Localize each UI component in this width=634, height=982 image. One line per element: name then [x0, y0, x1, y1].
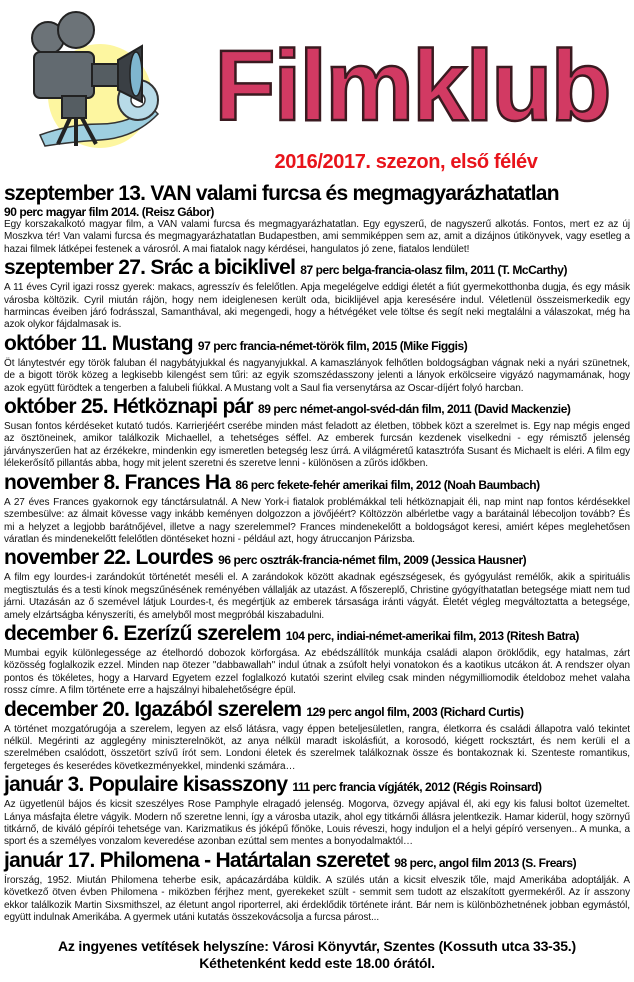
film-entry — [4, 395, 630, 471]
film-heading — [4, 698, 630, 724]
film-entry — [4, 546, 630, 622]
film-description: Az ügyetlenül bájos és kicsit szeszélyes Rose Pamphyle elragadó jelenség. Mogorva, özvegy apjával él, aki egy kis falusi boltot üzemeltet. Lánya másfajta életre vágyik. Modern nő szeretne lenni, így a városba utazik, ahol egy titkárnői állásra jelentkezik. Hamar kiderül, hogy szörnyű titkárnő, de kiváló gépírói tehetsége van. Karizmatikus és jóképű főnöke, Louis réveszi, hogy induljon el a helyi gépíró versenyen.. A munka, a sport és a személyes vonzalom keveredése azonban ezúttal sem mentes a bonyodalmaktól… — [4, 799, 630, 848]
film-description: A történet mozgatórugója a szerelem, legyen az első látásra, vagy éppen beteljesületlen, rangra, életkorra és családi állapotra való tekintet nélkül. Megérinti az agglegény miniszterelnököt, az anya nélkül maradt iskolásfiút, a korosodó, kiégett rocksztárt, és nem kerüli el a szerelmében csalódott, összetört szívű írót sem. Londoni életek és szerelmek találkoznak össze és bontakoznak ki. Szenteste romantikus, fergeteges és keserédes következményekkel, mindenki számára… — [4, 723, 630, 772]
venue-info — [0, 938, 634, 982]
film-heading — [4, 849, 630, 875]
film-heading — [4, 546, 630, 572]
film-description: Mumbai egyik különlegessége az ételhordó dobozok körforgása. Az ebédszállítók munkája családi alapon öröklődik, egy hatalmas, zárt közösség foglalkozik ezzel. Minden nap ötezer "dabbawallah" indul útnak a zsúfolt helyi vonatokon és a kaotikus utcákon át. A rendszer olyan pontos és tökéletes, hogy a Harvard Egyetem ezzel foglalkozó kutatói szerint elvileg csak minden négymilliomodik ételdoboz mehet valaha rossz címre. A film története erre a hajszálnyi hibalehetőségre épül. — [4, 647, 630, 697]
film-entry — [4, 773, 630, 849]
schedule-line: Kéthetenként kedd este 18.00 órától. — [199, 955, 435, 972]
film-title: december 20. Igazából szerelem — [4, 697, 302, 721]
film-meta: 97 perc francia-német-török film, 2015 (Mike Figgis) — [197, 338, 468, 353]
film-list — [4, 182, 630, 924]
film-title: szeptember 13. VAN valami furcsa és megmagyarázhatatlan — [4, 182, 559, 205]
film-title: november 8. Frances Ha — [4, 470, 231, 494]
film-meta: 89 perc német-angol-svéd-dán film, 2011 (David Mackenzie) — [258, 402, 571, 417]
film-title: november 22. Lourdes — [4, 546, 214, 570]
movie-camera-icon — [32, 12, 158, 148]
film-meta: 96 perc osztrák-francia-német film, 2009 (Jessica Hausner) — [218, 553, 527, 568]
film-entry — [4, 182, 630, 256]
film-meta: 98 perc, angol film 2013 (S. Frears) — [394, 855, 577, 870]
film-description: A 27 éves Frances gyakornok egy tánctársulatnál. A New York-i fiatalok problémákkal teli hétköznapjait éli, nap mint nap fontos kérdésekkel szembesülve: az álmait kövesse vagy inkább keményen dolgozzon a jövőjéért? Költözzön albérletbe vagy a barátainál lébecoljon tovább? És mi a helyzet a legjobb barátnőjével, illetve a nagy szerelemmel? Frances mindenekelőtt a boldogságot keresi, amiért képes meglehetősen váratlan és mindenekelőtt felelőtlen döntéseket hozni - például azt, hogy átruccanjon Párizsba. — [4, 496, 630, 545]
film-title: január 17. Philomena - Határtalan szeretet — [4, 848, 390, 872]
film-heading — [4, 471, 630, 497]
film-entry — [4, 332, 630, 395]
film-meta: 104 perc, indiai-német-amerikai film, 2013 (Ritesh Batra) — [285, 628, 579, 643]
film-heading — [4, 182, 630, 205]
film-meta: 87 perc belga-francia-olasz film, 2011 (T. McCarthy) — [300, 263, 567, 278]
film-description: Írország, 1952. Miután Philomena teherbe esik, apácazárdába küldik. A szülés után a kicsit elveszik tőle, majd Amerikába adoptálják. A következő ötven évben Philomena - miközben férjhez ment, gyerekeket szült - semmit sem tudott az elszakított gyermekéről. Az ír asszony ekkor találkozik Martin Sixsmithszel, az életunt angol riporterrel, aki érdeklődik története iránt. Bár nem is különbözhetnének jobban egymástól, együtt indulnak Amerikába. A gyermek utáni kutatás összekovácsolja a furcsa párost... — [4, 874, 630, 924]
venue-line: Az ingyenes vetítések helyszíne: Városi Könyvtár, Szentes (Kossuth utca 33-35.) — [58, 938, 576, 955]
film-title: október 25. Hétköznapi pár — [4, 395, 253, 419]
film-title: december 6. Ezerízű szerelem — [4, 621, 281, 645]
film-title: szeptember 27. Srác a biciklivel — [4, 256, 296, 280]
film-meta: 86 perc fekete-fehér amerikai film, 2012 (Noah Baumbach) — [235, 477, 540, 492]
film-entry — [4, 849, 630, 925]
film-heading — [4, 332, 630, 358]
film-entry — [4, 471, 630, 547]
film-description: Öt lánytestvér egy török faluban él nagybátyjukkal és nagyanyjukkal. A kamaszlányok felhőtlen boldogságban vágnak neki a nyári szünetnek, de a bigott török közeg a legkisebb kilengést sem tűri: az egyik szomszédasszony jelenti a lányok erkölcseire vigyázó nagymamának, hogy azok együtt fürödtek a tengerben a falubeli fiúkkal. A Mustang volt a Saul fia versenytársa az Oscar-díjért folyó harcban. — [4, 357, 630, 394]
film-heading — [4, 395, 630, 421]
season-subtitle: 2016/2017. szezon, első félév — [274, 151, 538, 173]
filmklub-logo: Filmklub — [214, 30, 610, 142]
film-meta: 90 perc magyar film 2014. (Reisz Gábor) — [4, 205, 214, 219]
film-description: Susan fontos kérdéseket kutató tudós. Karrierjéért cserébe minden mást feladott az életben, többek közt a szerelmet is. Egy nap mégis enged az ösztöneinek, amikor találkozik Michaellel, a tehetséges séffel. Az emberek furcsán kezdenek viselkedni - egy rémisztő jelenség járványszerűen hat az érzékekre, mindenkin egy ismeretlen betegség lesz úrrá. A világméretű katasztrófa Susant és Michaelt is eléri. A film egy lélekerősítő pillantás abba, hogy mit jelent szeretni és szeretve lenni - különösen a zűrös időkben. — [4, 421, 630, 470]
film-title: január 3. Populaire kisasszony — [4, 773, 288, 797]
film-description: A film egy lourdes-i zarándokút történetét meséli el. A zarándokok között akadnak egészségesek, és gyógyulást remélők, akik a spirituális megtisztulás és a testi kínok megszűnésének reményében vállalják az utazást. A főszereplő, Christine gyógyíthatatlan betegsége miatt nem tud járni. Utazásán az ő szemével látjuk Lourdes-t, és megértjük az emberek társasága iránti vágyát. Életét végleg megváltoztatta a betegsége, amely elzártságba kényszeríti, és amelyből most megpróbál kiszabadulni. — [4, 572, 630, 621]
film-meta: 129 perc angol film, 2003 (Richard Curtis) — [306, 704, 524, 719]
film-entry — [4, 698, 630, 774]
film-entry — [4, 622, 630, 698]
film-title: október 11. Mustang — [4, 331, 193, 355]
film-meta: 111 perc francia vígjáték, 2012 (Régis Roinsard) — [292, 780, 542, 795]
film-description: Egy korszakalkotó magyar film, a VAN valami furcsa és megmagyarázhatatlan. Egy egyszerű, de nagyszerű alkotás. Fontos, mert ez az új Moszkva tér! Van valami furcsa és megmagyarázhatatlan Budapestben, ami semmiképpen sem az, amit a dizájnos útikönyvek, vagy esetleg a hazai filmek látképei festenek a városról. A mai fiatalok nagy kérdései, hangulatos jó zene, fiatalos lendület! — [4, 219, 630, 255]
film-entry — [4, 256, 630, 332]
poster-header — [0, 0, 634, 182]
film-description: A 11 éves Cyril igazi rossz gyerek: makacs, agresszív és felelőtlen. Apja megelégelve eddigi életét a fiút gyermekotthonba dugja, és egy másik városba költözik. Cyril miután rájön, hogy nem ideiglenesen került oda, biciklijével apja keresésére indul. Véletlenül összeismerkedik egy harmincas éveiben járó fodrásszal, Samanthával, aki megengedi, hogy a hétvégéket vele töltse és segít neki megtalálni a válaszokat, még ha azok olykor fájdalmasak is. — [4, 282, 630, 331]
film-heading — [4, 773, 630, 799]
film-heading — [4, 256, 630, 282]
header-graphics — [0, 0, 634, 148]
film-heading — [4, 622, 630, 648]
